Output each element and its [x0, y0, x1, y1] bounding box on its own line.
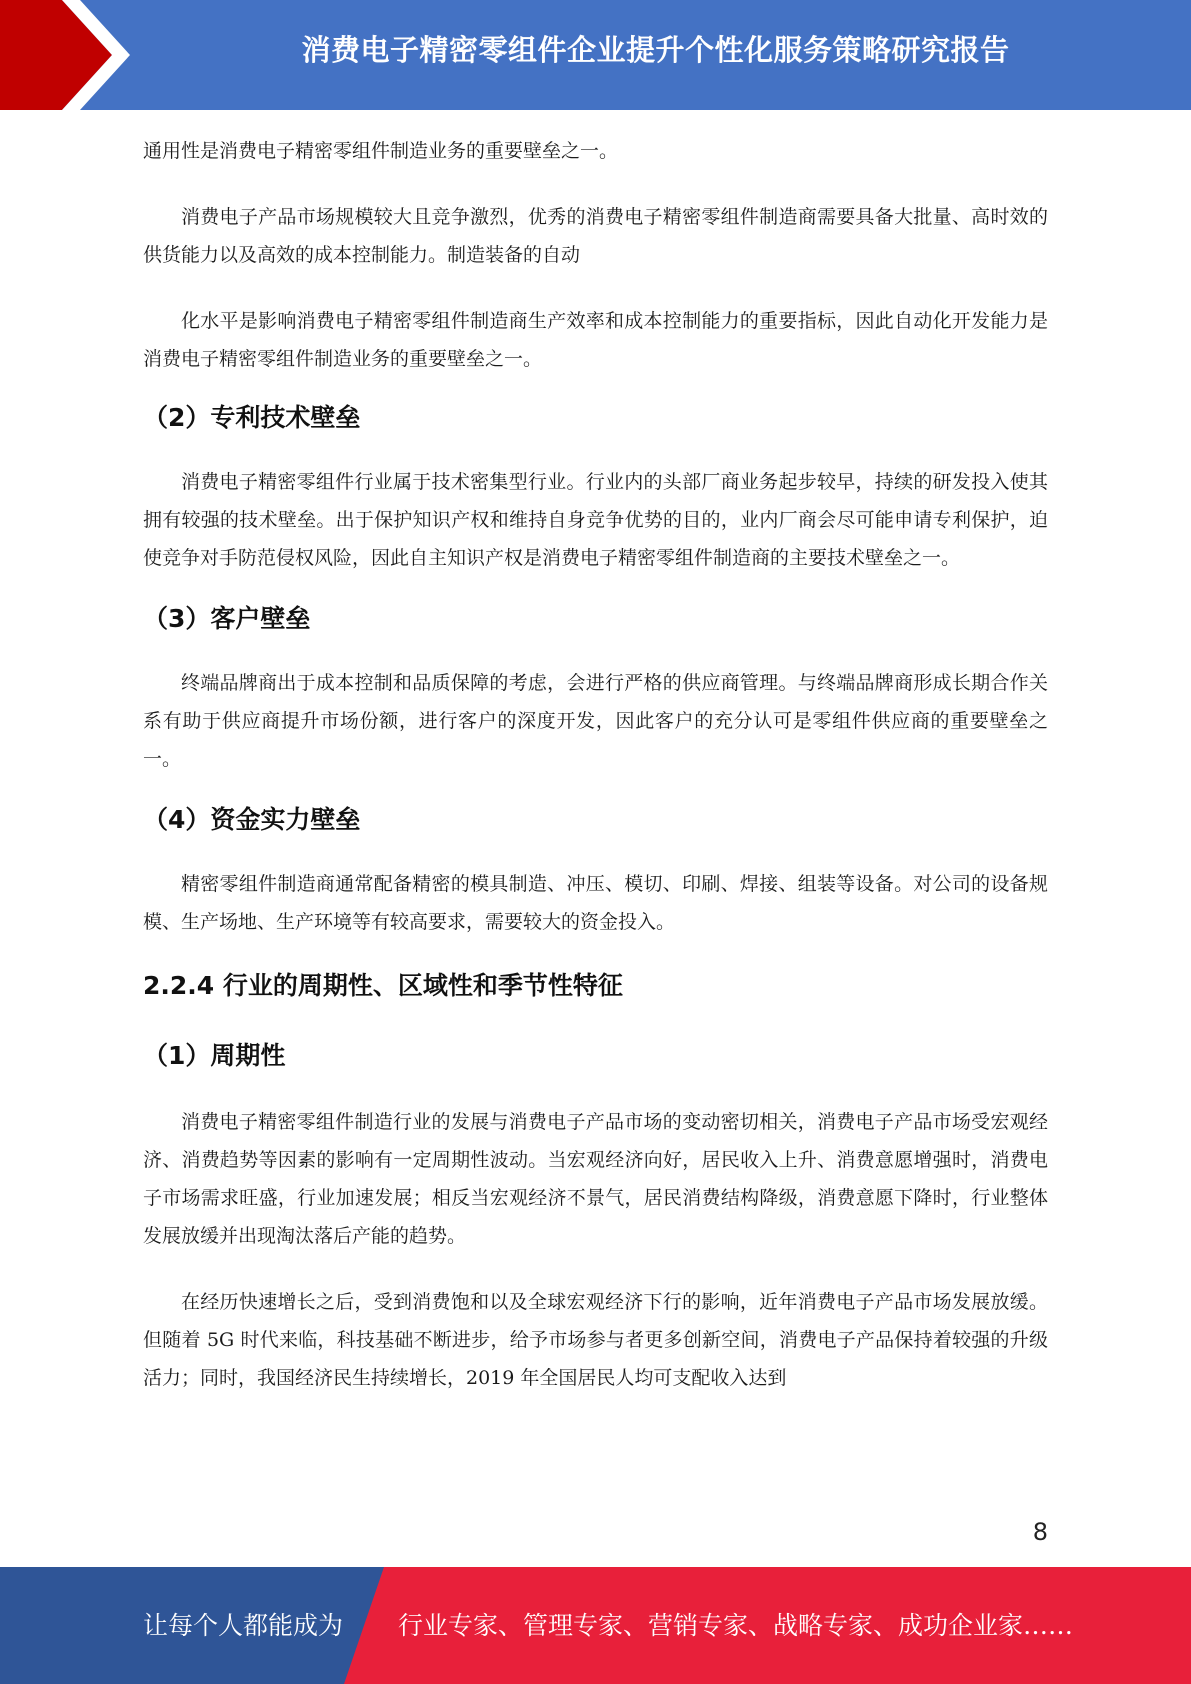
paragraph-generality: 通用性是消费电子精密零组件制造业务的重要壁垒之一。 [143, 140, 619, 162]
page-footer [0, 1567, 1191, 1684]
heading-cyclicality: （1）周期性 [143, 1041, 286, 1070]
paragraph-customer-barrier: 终端品牌商出于成本控制和品质保障的考虑，会进行严格的供应商管理。与终端品牌商形成长期合作关系有助于供应商提升市场份额，进行客户的深度开发，因此客户的充分认可是零组件供应商的重要壁垒之一。 [143, 672, 1048, 770]
paragraph-supply-capability: 消费电子产品市场规模较大且竞争激烈，优秀的消费电子精密零组件制造商需要具备大批量、高时效的供货能力以及高效的成本控制能力。制造装备的自动 [143, 206, 1048, 266]
paragraph-market-growth: 在经历快速增长之后，受到消费饱和以及全球宏观经济下行的影响，近年消费电子产品市场发展放缓。但随着 5G 时代来临，科技基础不断进步，给予市场参与者更多创新空间，消费电子产品保持着较强的升级活力；同时，我国经济民生持续增长，2019 年全国居民人均可支配收入达到 [143, 1291, 1048, 1389]
footer-slogan-right: 行业专家、管理专家、营销专家、战略专家、成功企业家…… [398, 1611, 1074, 1640]
heading-customer-barrier: （3）客户壁垒 [143, 604, 311, 633]
paragraph-capital-barrier: 精密零组件制造商通常配备精密的模具制造、冲压、模切、印刷、焊接、组装等设备。对公司的设备规模、生产场地、生产环境等有较高要求，需要较大的资金投入。 [143, 873, 1048, 933]
footer-slogan-left: 让每个人都能成为 [143, 1611, 344, 1640]
heading-capital-barrier: （4）资金实力壁垒 [143, 805, 361, 834]
heading-section-2-2-4: 2.2.4 行业的周期性、区域性和季节性特征 [143, 971, 623, 1000]
header-chevron-decoration [0, 0, 160, 110]
paragraph-automation: 化水平是影响消费电子精密零组件制造商生产效率和成本控制能力的重要指标，因此自动化开发能力是消费电子精密零组件制造业务的重要壁垒之一。 [143, 310, 1048, 370]
heading-patent-barrier: （2）专利技术壁垒 [143, 403, 361, 432]
paragraph-cyclicality: 消费电子精密零组件制造行业的发展与消费电子产品市场的变动密切相关，消费电子产品市场受宏观经济、消费趋势等因素的影响有一定周期性波动。当宏观经济向好，居民收入上升、消费意愿增强时，消费电子市场需求旺盛，行业加速发展；相反当宏观经济不景气，居民消费结构降级，消费意愿下降时，行业整体发展放缓并出现淘汰落后产能的趋势。 [143, 1111, 1048, 1247]
page-header [0, 0, 1191, 110]
page-number: 8 [1032, 1518, 1048, 1546]
report-title: 消费电子精密零组件企业提升个性化服务策略研究报告 [301, 33, 1010, 67]
document-body [143, 132, 1048, 1397]
paragraph-patent-barrier: 消费电子精密零组件行业属于技术密集型行业。行业内的头部厂商业务起步较早，持续的研发投入使其拥有较强的技术壁垒。出于保护知识产权和维持自身竞争优势的目的，业内厂商会尽可能申请专利保护，迫使竞争对手防范侵权风险，因此自主知识产权是消费电子精密零组件制造商的主要技术壁垒之一。 [143, 471, 1048, 569]
